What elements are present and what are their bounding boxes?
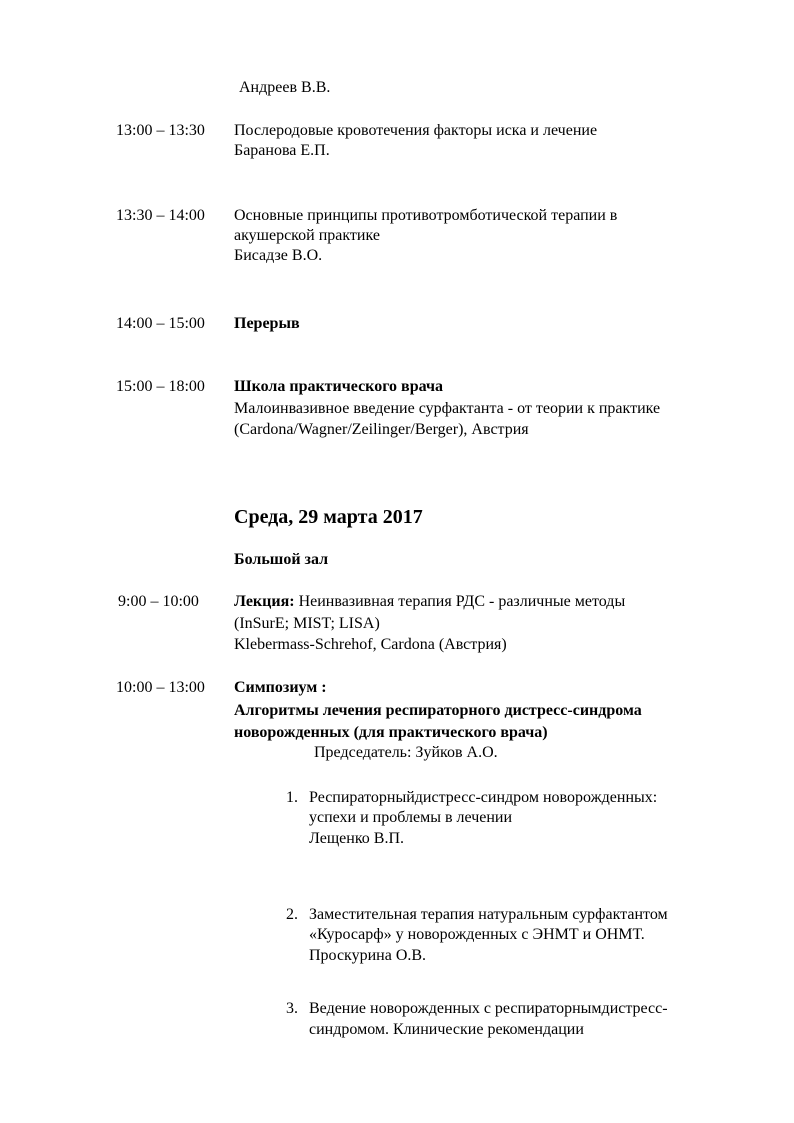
session-time: 13:00 – 13:30 (116, 122, 205, 139)
speaker-name: Бисадзе В.О. (234, 247, 323, 264)
list-number: 3. (286, 1000, 298, 1017)
session-time: 13:30 – 14:00 (116, 207, 205, 224)
break-label: Перерыв (234, 315, 300, 332)
session-title: акушерской практике (234, 227, 380, 244)
speaker-name: Баранова Е.П. (234, 142, 330, 159)
session-time: 14:00 – 15:00 (116, 315, 205, 332)
talk-title: успехи и проблемы в лечении (309, 809, 513, 826)
speaker-name: Андреев В.В. (239, 79, 331, 96)
list-number: 2. (286, 906, 298, 923)
symposium-title: Алгоритмы лечения респираторного дистресс-синдрома (234, 702, 642, 719)
speaker-name: Проскурина О.В. (309, 947, 427, 964)
hall-heading: Большой зал (234, 551, 329, 568)
lecture-topic: Неинвазивная терапия РДС - различные методы (294, 593, 626, 610)
list-number: 1. (286, 789, 298, 806)
session-description: (Cardona/Wagner/Zeilinger/Berger), Австрия (234, 421, 529, 438)
talk-title: Заместительная терапия натуральным сурфактантом (309, 906, 668, 923)
symposium-title: новорожденных (для практического врача) (234, 724, 548, 741)
speaker-name: Лещенко В.П. (309, 830, 405, 847)
speaker-name: Klebermass-Schrehof, Cardona (Австрия) (234, 636, 507, 653)
day-heading: Среда, 29 марта 2017 (234, 506, 423, 528)
session-title: Основные принципы противотромботической терапии в (234, 207, 618, 224)
lecture-methods: (InSurE; MIST; LISA) (234, 615, 380, 632)
talk-title: «Куросарф» у новорожденных с ЭНМТ и ОНМТ. (309, 926, 645, 943)
session-description: Малоинвазивное введение сурфактанта - от теории к практике (234, 400, 661, 417)
session-time: 15:00 – 18:00 (116, 378, 205, 395)
lecture-label: Лекция: (234, 593, 295, 610)
talk-title: Ведение новорожденных с респираторнымдистресс- (309, 1000, 668, 1017)
talk-title: синдромом. Клинические рекомендации (309, 1021, 584, 1038)
chairperson: Председатель: Зуйков А.О. (314, 744, 498, 761)
session-time: 10:00 – 13:00 (116, 679, 205, 696)
lecture-title (234, 592, 625, 612)
session-title: Послеродовые кровотечения факторы иска и лечение (234, 122, 598, 139)
session-time: 9:00 – 10:00 (118, 593, 199, 610)
session-title: Школа практического врача (234, 378, 443, 395)
talk-title: Респираторныйдистресс-синдром новорожденных: (309, 789, 658, 806)
symposium-label: Симпозиум : (234, 679, 327, 696)
